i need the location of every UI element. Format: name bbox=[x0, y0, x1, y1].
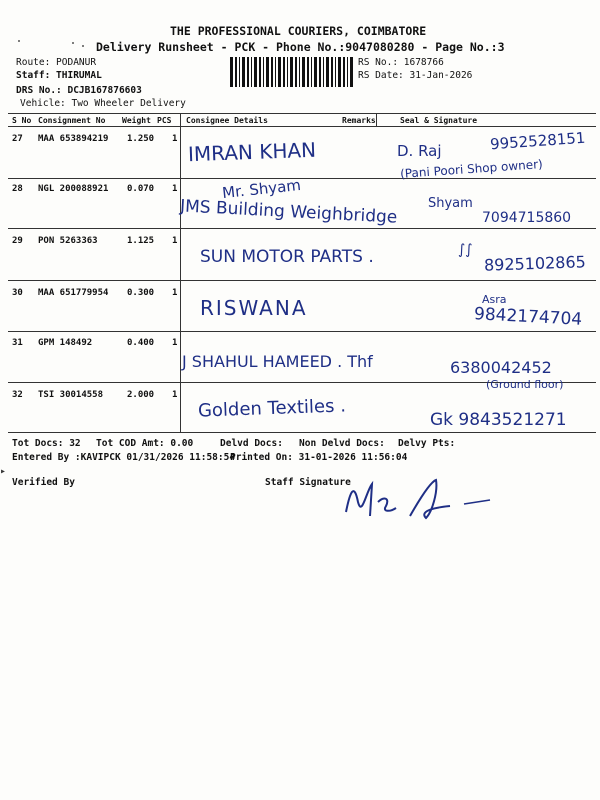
row-weight: 0.070 bbox=[127, 184, 155, 194]
delivery-points: Delvy Pts: bbox=[398, 438, 456, 449]
handwritten-signature: Asra bbox=[482, 293, 507, 306]
delivered-docs: Delvd Docs: bbox=[220, 438, 283, 449]
col-header-consignee: Consignee Details bbox=[186, 116, 268, 125]
row-weight: 1.250 bbox=[127, 134, 155, 144]
handwritten-phone: Gk 9843521271 bbox=[430, 410, 567, 430]
row-pcs: 1 bbox=[172, 184, 178, 194]
handwritten-consignee: RISWANA bbox=[200, 296, 308, 320]
non-delivered-docs: Non Delvd Docs: bbox=[299, 438, 385, 449]
speck bbox=[72, 42, 74, 44]
row-divider bbox=[8, 228, 596, 229]
row-pcs: 1 bbox=[172, 134, 178, 144]
total-docs: Tot Docs: 32 bbox=[12, 438, 81, 449]
col-header-seal-signature: Seal & Signature bbox=[400, 116, 478, 125]
barcode bbox=[230, 57, 354, 87]
row-consignment: MAA 651779954 bbox=[38, 288, 109, 298]
handwritten-signature: D. Raj bbox=[397, 142, 442, 160]
row-divider bbox=[8, 178, 596, 179]
company-title: THE PROFESSIONAL COURIERS, COIMBATORE bbox=[170, 24, 427, 38]
scan-mark: ▸ bbox=[0, 466, 7, 477]
row-pcs: 1 bbox=[172, 338, 178, 348]
row-weight: 1.125 bbox=[127, 236, 155, 246]
handwritten-phone: 6380042452 bbox=[450, 358, 552, 377]
total-cod-amount: Tot COD Amt: 0.00 bbox=[96, 438, 194, 449]
row-consignment: NGL 200088921 bbox=[38, 184, 109, 194]
route-label: Route: PODANUR bbox=[16, 57, 97, 68]
column-divider bbox=[376, 113, 377, 126]
row-divider bbox=[8, 331, 596, 332]
col-header-remarks: Remarks bbox=[342, 116, 376, 125]
handwritten-signature: ∫∫ bbox=[458, 242, 473, 258]
row-pcs: 1 bbox=[172, 390, 178, 400]
handwritten-consignee-line2: JMS Building Weighbridge bbox=[179, 196, 398, 228]
row-consignment: PON 5263363 bbox=[38, 236, 98, 246]
row-weight: 0.400 bbox=[127, 338, 155, 348]
handwritten-phone: 9842174704 bbox=[473, 304, 583, 330]
col-header-consignment: Consignment No bbox=[38, 116, 106, 125]
row-divider bbox=[8, 280, 596, 281]
row-sno: 31 bbox=[12, 338, 23, 348]
handwritten-consignee: Golden Textiles . bbox=[197, 395, 347, 422]
handwritten-note: (Pani Poori Shop owner) bbox=[399, 157, 544, 181]
row-sno: 29 bbox=[12, 236, 23, 246]
printed-on: Printed On: 31-01-2026 11:56:04 bbox=[230, 452, 408, 463]
runsheet-subtitle: Delivery Runsheet - PCK - Phone No.:9047080280 - Page No.:3 bbox=[96, 40, 505, 54]
row-sno: 27 bbox=[12, 134, 23, 144]
row-sno: 28 bbox=[12, 184, 23, 194]
row-sno: 30 bbox=[12, 288, 23, 298]
vehicle-label: Vehicle: Two Wheeler Delivery bbox=[20, 98, 186, 109]
row-consignment: GPM 148492 bbox=[38, 338, 93, 348]
speck bbox=[18, 40, 20, 42]
handwritten-phone: 8925102865 bbox=[483, 252, 587, 275]
row-pcs: 1 bbox=[172, 288, 178, 298]
handwritten-consignee: IMRAN KHAN bbox=[187, 137, 317, 167]
speck bbox=[82, 45, 84, 47]
rs-date-label: RS Date: 31-Jan-2026 bbox=[358, 70, 473, 81]
handwritten-phone: 9952528151 bbox=[489, 128, 586, 154]
table-top-border bbox=[8, 113, 596, 114]
handwritten-consignee: SUN MOTOR PARTS . bbox=[200, 247, 374, 267]
row-sno: 32 bbox=[12, 390, 23, 400]
staff-label: Staff: THIRUMAL bbox=[16, 70, 102, 81]
staff-signature-label: Staff Signature bbox=[265, 477, 351, 488]
verified-by-label: Verified By bbox=[12, 477, 75, 488]
row-weight: 0.300 bbox=[127, 288, 155, 298]
handwritten-consignee: Mr. Shyam bbox=[221, 175, 302, 203]
row-pcs: 1 bbox=[172, 236, 178, 246]
handwritten-phone: 7094715860 bbox=[482, 210, 572, 226]
row-consignment: MAA 653894219 bbox=[38, 134, 109, 144]
handwritten-signature: Shyam bbox=[428, 196, 473, 211]
handwritten-consignee: J SHAHUL HAMEED . Thf bbox=[182, 352, 373, 371]
rs-no-label: RS No.: 1678766 bbox=[358, 57, 444, 68]
handwritten-note: (Ground floor) bbox=[486, 378, 564, 391]
row-weight: 2.000 bbox=[127, 390, 155, 400]
entered-by: Entered By :KAVIPCK 01/31/2026 11:58:54 bbox=[12, 452, 236, 463]
row-consignment: TSI 30014558 bbox=[38, 390, 104, 400]
col-header-sno: S No bbox=[12, 116, 32, 125]
table-bottom-border bbox=[8, 432, 596, 433]
drs-label: DRS No.: DCJB167876603 bbox=[16, 85, 142, 96]
col-header-weight: Weight bbox=[122, 116, 151, 125]
col-header-pcs: PCS bbox=[157, 116, 172, 125]
table-header-border bbox=[8, 126, 596, 127]
staff-signature-scribble bbox=[340, 472, 500, 532]
column-divider bbox=[180, 113, 181, 432]
